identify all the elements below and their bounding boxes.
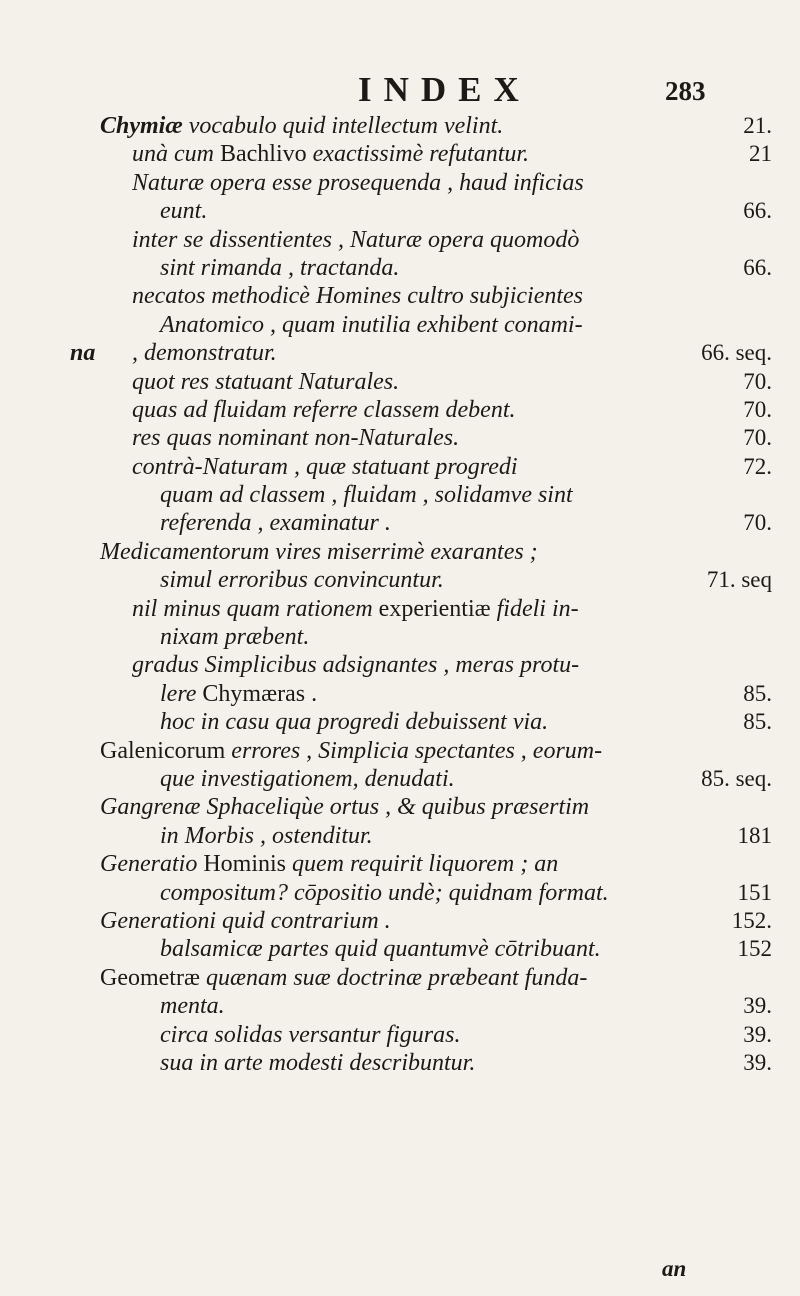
- index-entries: [0, 112, 800, 1077]
- entry-page-ref: 39.: [743, 1049, 772, 1075]
- entry-text: quot res statuant Naturales.: [132, 368, 400, 395]
- entry-gutter-text: na: [70, 340, 96, 367]
- index-entry: [0, 538, 800, 566]
- entry-page-ref: 70.: [743, 396, 772, 422]
- entry-text: Naturæ opera esse prosequenda , haud inficias: [132, 169, 584, 196]
- entry-text: Bachlivo: [219, 141, 307, 168]
- catchword: an: [662, 1256, 687, 1281]
- index-entry: [0, 765, 800, 793]
- entry-page-ref: 70.: [743, 510, 772, 536]
- page-header: [0, 70, 800, 114]
- index-entry: [0, 680, 800, 708]
- entry-text: referenda , examinatur .: [160, 510, 391, 537]
- entry-text: experientiæ: [378, 595, 491, 622]
- entry-text: que investigationem, denudati.: [160, 765, 455, 792]
- entry-text: Gangrenæ Sphaceliqùe ortus , & quibus præsertim: [100, 794, 590, 821]
- index-entry: [0, 282, 800, 310]
- index-entry: [0, 197, 800, 225]
- entry-page-ref: 70.: [743, 425, 772, 451]
- index-entry: [0, 112, 800, 140]
- entry-page-ref: 151: [737, 879, 772, 905]
- entry-text: gradus Simplicibus adsignantes , meras protu-: [132, 652, 580, 679]
- entry-text: contrà-Naturam , quæ statuant progredi: [132, 453, 518, 480]
- index-entry: [0, 595, 800, 623]
- entry-text: balsamicæ partes quid quantumvè cōtribuant.: [160, 936, 601, 963]
- index-entry: [0, 907, 800, 935]
- entry-page-ref: 152.: [731, 907, 772, 933]
- entry-text: errores , Simplicia spectantes , eorum-: [225, 737, 603, 764]
- entry-text: Galenicorum: [100, 737, 226, 764]
- index-entry: [0, 226, 800, 254]
- entry-text: exactissimè refutantur.: [306, 141, 530, 168]
- entry-page-ref: 21: [749, 141, 772, 167]
- index-entry: [0, 254, 800, 282]
- index-entry: [0, 453, 800, 481]
- entry-text: necatos methodicè Homines cultro subjicientes: [132, 283, 584, 310]
- index-entry: [0, 992, 800, 1020]
- entry-text: compositum? cōpositio undè; quidnam format.: [160, 879, 609, 906]
- entry-page-ref: 39.: [743, 1021, 772, 1047]
- entry-text: unà cum: [132, 141, 220, 168]
- entry-text: , demonstratur.: [132, 340, 277, 367]
- index-entry: [0, 623, 800, 651]
- entry-text: hoc in casu qua progredi debuissent via.: [160, 709, 549, 736]
- entry-text: Medicamentorum vires miserrimè exarantes ;: [100, 538, 538, 565]
- entry-text: simul erroribus convincuntur.: [160, 567, 444, 594]
- entry-page-ref: 85.: [743, 680, 772, 706]
- entry-text: circa solidas versantur figuras.: [160, 1021, 461, 1048]
- entry-text: Geometræ: [100, 964, 200, 991]
- entry-text: quem requirit liquorem ; an: [286, 851, 559, 878]
- entry-text: res quas nominant non-Naturales.: [132, 425, 460, 452]
- entry-text: nil minus quam rationem: [132, 595, 379, 622]
- entry-page-ref: 85.: [743, 709, 772, 735]
- entry-text: in Morbis , ostenditur.: [160, 822, 373, 849]
- entry-text: inter se dissentientes , Naturæ opera quomodò: [132, 226, 580, 253]
- index-entry: [0, 737, 800, 765]
- entry-text: Anatomico , quam inutilia exhibent conami-: [160, 311, 583, 338]
- entry-text: quas ad fluidam referre classem debent.: [132, 396, 516, 423]
- entry-page-ref: 39.: [743, 993, 772, 1019]
- index-entry: [0, 169, 800, 197]
- index-entry: [0, 822, 800, 850]
- entry-text: Generatio: [100, 851, 204, 878]
- entry-page-ref: 70.: [743, 368, 772, 394]
- entry-text: Chymiæ: [100, 113, 183, 139]
- index-entry: [0, 1049, 800, 1077]
- entry-text: vocabulo quid intellectum velint.: [182, 113, 504, 139]
- entry-text: quam ad classem , fluidam , solidamve sint: [160, 482, 573, 509]
- entry-text: menta.: [160, 993, 225, 1020]
- entry-text: sint rimanda , tractanda.: [160, 254, 400, 281]
- entry-page-ref: 85. seq.: [701, 765, 772, 791]
- entry-text: Chymæras .: [202, 680, 318, 707]
- index-entry: [0, 311, 800, 339]
- index-entry: [0, 509, 800, 537]
- entry-text: Hominis: [203, 851, 286, 878]
- entry-page-ref: 21.: [743, 113, 772, 138]
- entry-text: eunt.: [160, 198, 208, 225]
- entry-text: fideli in-: [490, 595, 579, 622]
- entry-page-ref: 66. seq.: [701, 340, 772, 366]
- entry-text: Generationi quid contrarium .: [100, 907, 391, 934]
- index-entry: [0, 339, 800, 367]
- entry-text: quænam suæ doctrinæ præbeant funda-: [199, 964, 588, 991]
- index-entry: [0, 396, 800, 424]
- index-entry: [0, 424, 800, 452]
- index-entry: [0, 566, 800, 594]
- index-entry: [0, 793, 800, 821]
- index-entry: [0, 935, 800, 963]
- entry-page-ref: 181: [737, 822, 772, 848]
- entry-page-ref: 66.: [743, 254, 772, 280]
- index-entry: [0, 1021, 800, 1049]
- index-entry: [0, 850, 800, 878]
- index-title: INDEX: [358, 70, 531, 109]
- entry-page-ref: 71. seq: [706, 567, 772, 593]
- entry-text: sua in arte modesti describuntur.: [160, 1049, 476, 1076]
- page-number: 283: [665, 76, 706, 106]
- index-entry: [0, 879, 800, 907]
- index-entry: [0, 651, 800, 679]
- index-entry: [0, 708, 800, 736]
- entry-page-ref: 66.: [743, 198, 772, 224]
- entry-page-ref: 152: [737, 936, 772, 962]
- index-entry: [0, 140, 800, 168]
- index-entry: [0, 368, 800, 396]
- index-entry: [0, 964, 800, 992]
- index-entry: [0, 481, 800, 509]
- entry-text: nixam præbent.: [160, 624, 310, 651]
- entry-page-ref: 72.: [743, 453, 772, 479]
- entry-text: lere: [160, 680, 203, 707]
